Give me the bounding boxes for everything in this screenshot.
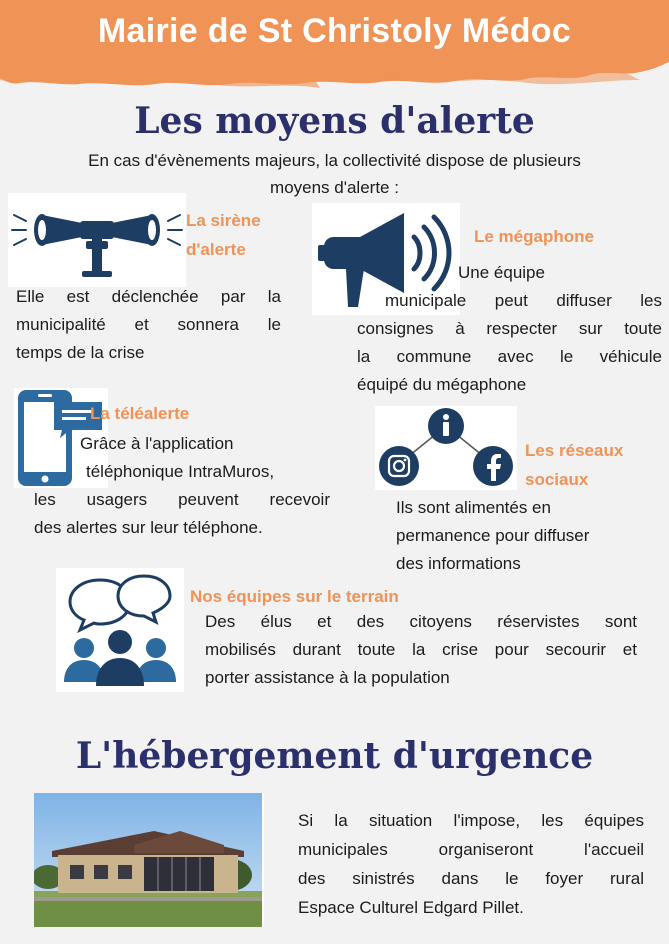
social-title-line-2: sociaux: [525, 470, 589, 489]
siren-icon-box: [8, 193, 186, 287]
hebergement-text-line-4: Espace Culturel Edgard Pillet.: [298, 898, 524, 917]
telealert-text-line-4: des alertes sur leur téléphone.: [34, 518, 263, 537]
team-text-line-1: Des élus et des citoyens réservistes sont: [205, 612, 637, 631]
team-title: Nos équipes sur le terrain: [190, 587, 399, 606]
team-chat-icon: [56, 568, 184, 692]
siren-text-line-3: temps de la crise: [16, 343, 145, 362]
social-text-line-1: Ils sont alimentés en: [396, 498, 551, 517]
hebergement-text-line-3: des sinistrés dans le foyer rural: [298, 869, 644, 888]
megaphone-text-line-5: équipé du mégaphone: [357, 375, 527, 394]
megaphone-text-line-2: municipale peut diffuser les: [385, 291, 662, 310]
social-title-line-1: Les réseaux: [525, 441, 624, 460]
megaphone-text-line-1: Une équipe: [458, 263, 545, 282]
hebergement-text-line-1: Si la situation l'impose, les équipes: [298, 811, 644, 830]
social-text: [396, 494, 646, 578]
team-text: [205, 608, 637, 692]
social-text-line-2: permanence pour diffuser: [396, 526, 590, 545]
siren-icon: [8, 193, 186, 287]
hebergement-text: [298, 806, 644, 922]
section-title-hebergement: L'hébergement d'urgence: [75, 735, 594, 777]
social-icon-box: [375, 406, 517, 490]
telealert-text-line-1: Grâce à l'application: [80, 434, 234, 453]
social-network-icon: [375, 406, 517, 490]
siren-text-line-1: Elle est déclenchée par la: [16, 287, 281, 306]
telealert-text: [34, 430, 330, 542]
megaphone-title: Le mégaphone: [474, 227, 594, 246]
header-title: Mairie de St Christoly Médoc: [97, 12, 572, 50]
section-title-alert: Les moyens d'alerte: [134, 100, 535, 142]
siren-title-line-1: La sirène: [186, 211, 261, 230]
megaphone-text-line-4: la commune avec le véhicule: [357, 347, 662, 366]
building-photo-illustration: [34, 793, 262, 927]
siren-title-line-2: d'alerte: [186, 240, 246, 259]
social-text-line-3: des informations: [396, 554, 521, 573]
megaphone-text-line-3: consignes à respecter sur toute: [357, 319, 662, 338]
building-photo: [34, 793, 264, 927]
telealert-text-line-2: téléphonique IntraMuros,: [86, 462, 275, 481]
telealert-title: La téléalerte: [90, 404, 190, 423]
social-title: [525, 436, 623, 494]
team-icon-box: [56, 568, 184, 692]
siren-text-line-2: municipalité et sonnera le: [16, 315, 281, 334]
team-text-line-3: porter assistance à la population: [205, 668, 450, 687]
intro-line-1: En cas d'évènements majeurs, la collectivité dispose de plusieurs: [88, 151, 581, 170]
megaphone-text: [357, 259, 662, 399]
siren-text: [16, 283, 281, 367]
hebergement-text-line-2: municipales organiseront l'accueil: [298, 840, 644, 859]
team-text-line-2: mobilisés durant toute la crise pour secourir et: [205, 640, 637, 659]
telealert-text-line-3: les usagers peuvent recevoir: [34, 490, 330, 509]
intro-line-2: moyens d'alerte :: [270, 178, 399, 197]
siren-title: [186, 206, 261, 264]
